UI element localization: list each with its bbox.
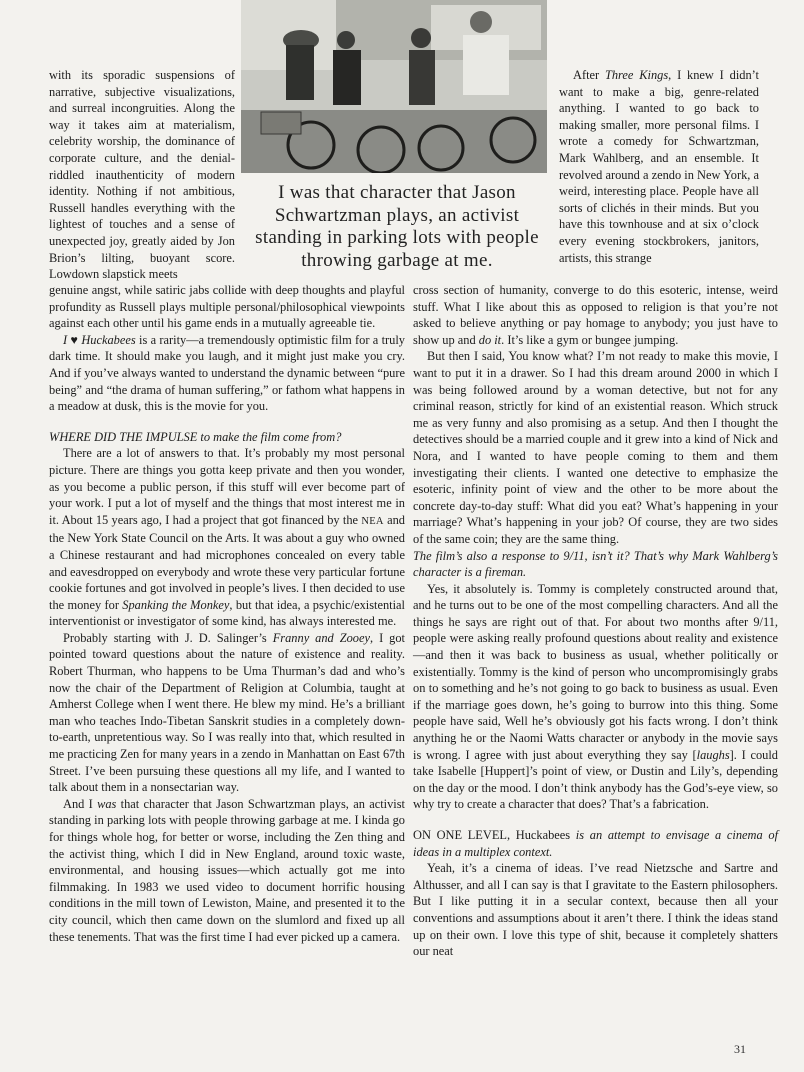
film-title: I ♥ Huckabees [63, 332, 136, 347]
left-wide-column [49, 282, 405, 945]
paragraph: And I was that character that Jason Schwartzman plays, an activist standing in parking lots with people throwing garbage at me. I kinda go for things whole hog, for better or worse, including the Zen thing and the activist thing, which I did in New England, around toxic waste, environmental, and housing issues—which actually got me into filmmaking. In 1983 we used video to document horrific housing conditions in the mill town of Lewiston, Maine, and presented it to the city council, which then came down on the slumlord and fixed up all these tenements. That was the first time I had ever picked up a camera. [49, 796, 405, 944]
film-title: Spanking the Monkey [122, 597, 230, 612]
left-narrow-column [49, 67, 235, 283]
film-title: Huckabees [510, 828, 571, 842]
book-title: Franny and Zooey [272, 630, 370, 645]
interview-question: WHERE DID THE IMPULSE to make the film come from? [49, 429, 342, 444]
paragraph: genuine angst, while satiric jabs collide with deep thoughts and playful profundity as Russell plays multiple personal/philosophical viewpoints against each other until his game ends in a mutually agreeable tie. [49, 283, 405, 331]
emphasis: was [97, 796, 117, 811]
interview-question: The film’s also a response to 9/11, isn’t it? That’s why Mark Wahlberg’s character is a fireman. [413, 548, 778, 580]
paragraph: Yes, it absolutely is. Tommy is completely constructed around that, and he turns out to be one of the most compelling characters. And all the things he says are right out of that. For about two months after 9/11, people were asking really profound questions about reality and existence—and then it was back to business as usual, whether politically or existentially. Tommy is the kind of person who uncompromisingly grabs on to something and he’s not going to go back to business as usual. Even if the marriage goes down, he’s going to burrow into this thing. Some people have said, Well he’s obviously got his facts wrong. I don’t think anything he or the Naomi Watts character or anybody in the movie says is wrong. I agree with just about everything they say [laughs]. I could take Isabelle [Huppert]’s point of view, or Dustin and Lily’s, depending on the day or the mood. I don’t think anybody has the God’s-eye view, so why try to create a character that does? That’s a fabrication. [413, 581, 778, 812]
question-lead: WHERE DID THE IMPULSE [49, 429, 198, 444]
right-wide-column [413, 282, 778, 960]
left-narrow-text: with its sporadic suspensions of narrative, subjective visualizations, and surreal incongruities. Along the way it takes aim at materialism, celebrity worship, the dominance of corporate culture, and the denial-riddled inauthenticity of modern identity. Nothing if not ambitious, Russell handles everything with the lightest of touches and a sense of unexpected joy, greatly aided by Jon Brion’s lilting, buoyant score. Lowdown slapstick meets [49, 68, 235, 282]
pull-quote: I was that character that Jason Schwartzman plays, an activist standing in parking lots with people throwing garbage at me. [255, 182, 539, 271]
paragraph: cross section of humanity, converge to do this esoteric, intense, weird stuff. What I like about this as opposed to religion is that you’re not asked to believe anything or pay homage to anybody; you just have to show up and do it. It’s like a gym or bungee jumping. [413, 283, 778, 347]
paragraph: Probably starting with J. D. Salinger’s Franny and Zooey, I got pointed toward questions about the nature of existence and reality. Robert Thurman, who happens to be Uma Thurman’s dad and who’s now the chair of the Department of Religion at Columbia, taught at Amherst College when I went there. He blew my mind. He’s a brilliant man who teaches Indo-Tibetan Sanskrit studies in a completely down-to-earth, unpretentious way. So I was really into that, which resulted in me practicing Zen for many years in a zendo in Manhattan on East 67th Street. I’ve been pursuing these questions all my life, and I wanted to talk about them in a nonsectarian way. [49, 630, 405, 795]
nea-abbrev: NEA [361, 515, 384, 527]
film-still-photo [241, 0, 547, 173]
paragraph: But then I said, You know what? I’m not ready to make this movie, I want to put it in a drawer. So I had this dream around 2000 in which I was being followed around by a woman detective, but not for any criminal reason, strictly for kind of an existential reason. Which struck me as very funny and also promising as a setup. And then I thought the detectives should be a married couple and it grew into a kind of Nick and Nora, and I wanted to have people coming to them and them investigating their clients. I wanted one detective to emphasize the esoteric, infinity point of view and the other to be more about the concrete day-to-day stuff: What did you eat? What’s happening in your marriage? What’s happening in your job? Of course, they are two sides of the same coin; they are the same thing. [413, 349, 778, 546]
paragraph: After Three Kings, I knew I didn’t want to make a big, genre-related anything. I wanted to go back to making smaller, more personal films. I wrote a comedy for Schwartzman, Mark Wahlberg, and an ensemble. It revolved around a zendo in New York, a weird, interesting place. People have all sorts of clichés in their minds. But you have this townhouse and at six o’clock every evening stockbrokers, janitors, artists, this strange [559, 68, 759, 265]
right-narrow-column [559, 67, 759, 266]
emphasis: do it [478, 332, 502, 347]
question-lead: ON ONE LEVEL, [413, 828, 511, 842]
page-number: 31 [734, 1042, 746, 1056]
paragraph: I ♥ Huckabees is a rarity—a tremendously optimistic film for a truly dark time. It should make you laugh, and it might just make you cry. And if you’ve always wanted to understand the dynamic between “pure being” and “the drama of human suffering,” or fathom what happens in a meadow at dusk, this is the movie for you. [49, 332, 405, 414]
film-title: Three Kings [604, 68, 669, 82]
emphasis: laughs [696, 747, 730, 762]
photo-cyclists-icon [241, 0, 547, 173]
interview-question: ON ONE LEVEL, Huckabees is an attempt to envisage a cinema of ideas in a multiplex context. [413, 828, 779, 859]
paragraph: Yeah, it’s a cinema of ideas. I’ve read Nietzsche and Sartre and Althusser, and all I can say is that I gravitate to the Eastern philosophers. But I like putting it in a secular context, because then all your conventions and assumptions about it aren’t there. I think the ideas stand up on their own. I love this type of shit, because it completely shatters our neat [413, 861, 778, 959]
paragraph: There are a lot of answers to that. It’s probably my most personal picture. There are things you gotta keep private and then you wonder, as you become a public person, if this stuff will ever become part of your work. I put a lot of myself and the things that most interest me in it. About 15 years ago, I had a project that got financed by the NEA and the New York State Council on the Arts. It was about a guy who owned a Chinese restaurant and had microphones concealed on every table and eavesdropped on everybody and wrote these very particular fortune cookie fortunes and got involved in people’s lives. I then decided to use the money for Spanking the Monkey, but that idea, a psychic/existential interventionist or investigator of some kind, has always interested me. [49, 446, 405, 629]
